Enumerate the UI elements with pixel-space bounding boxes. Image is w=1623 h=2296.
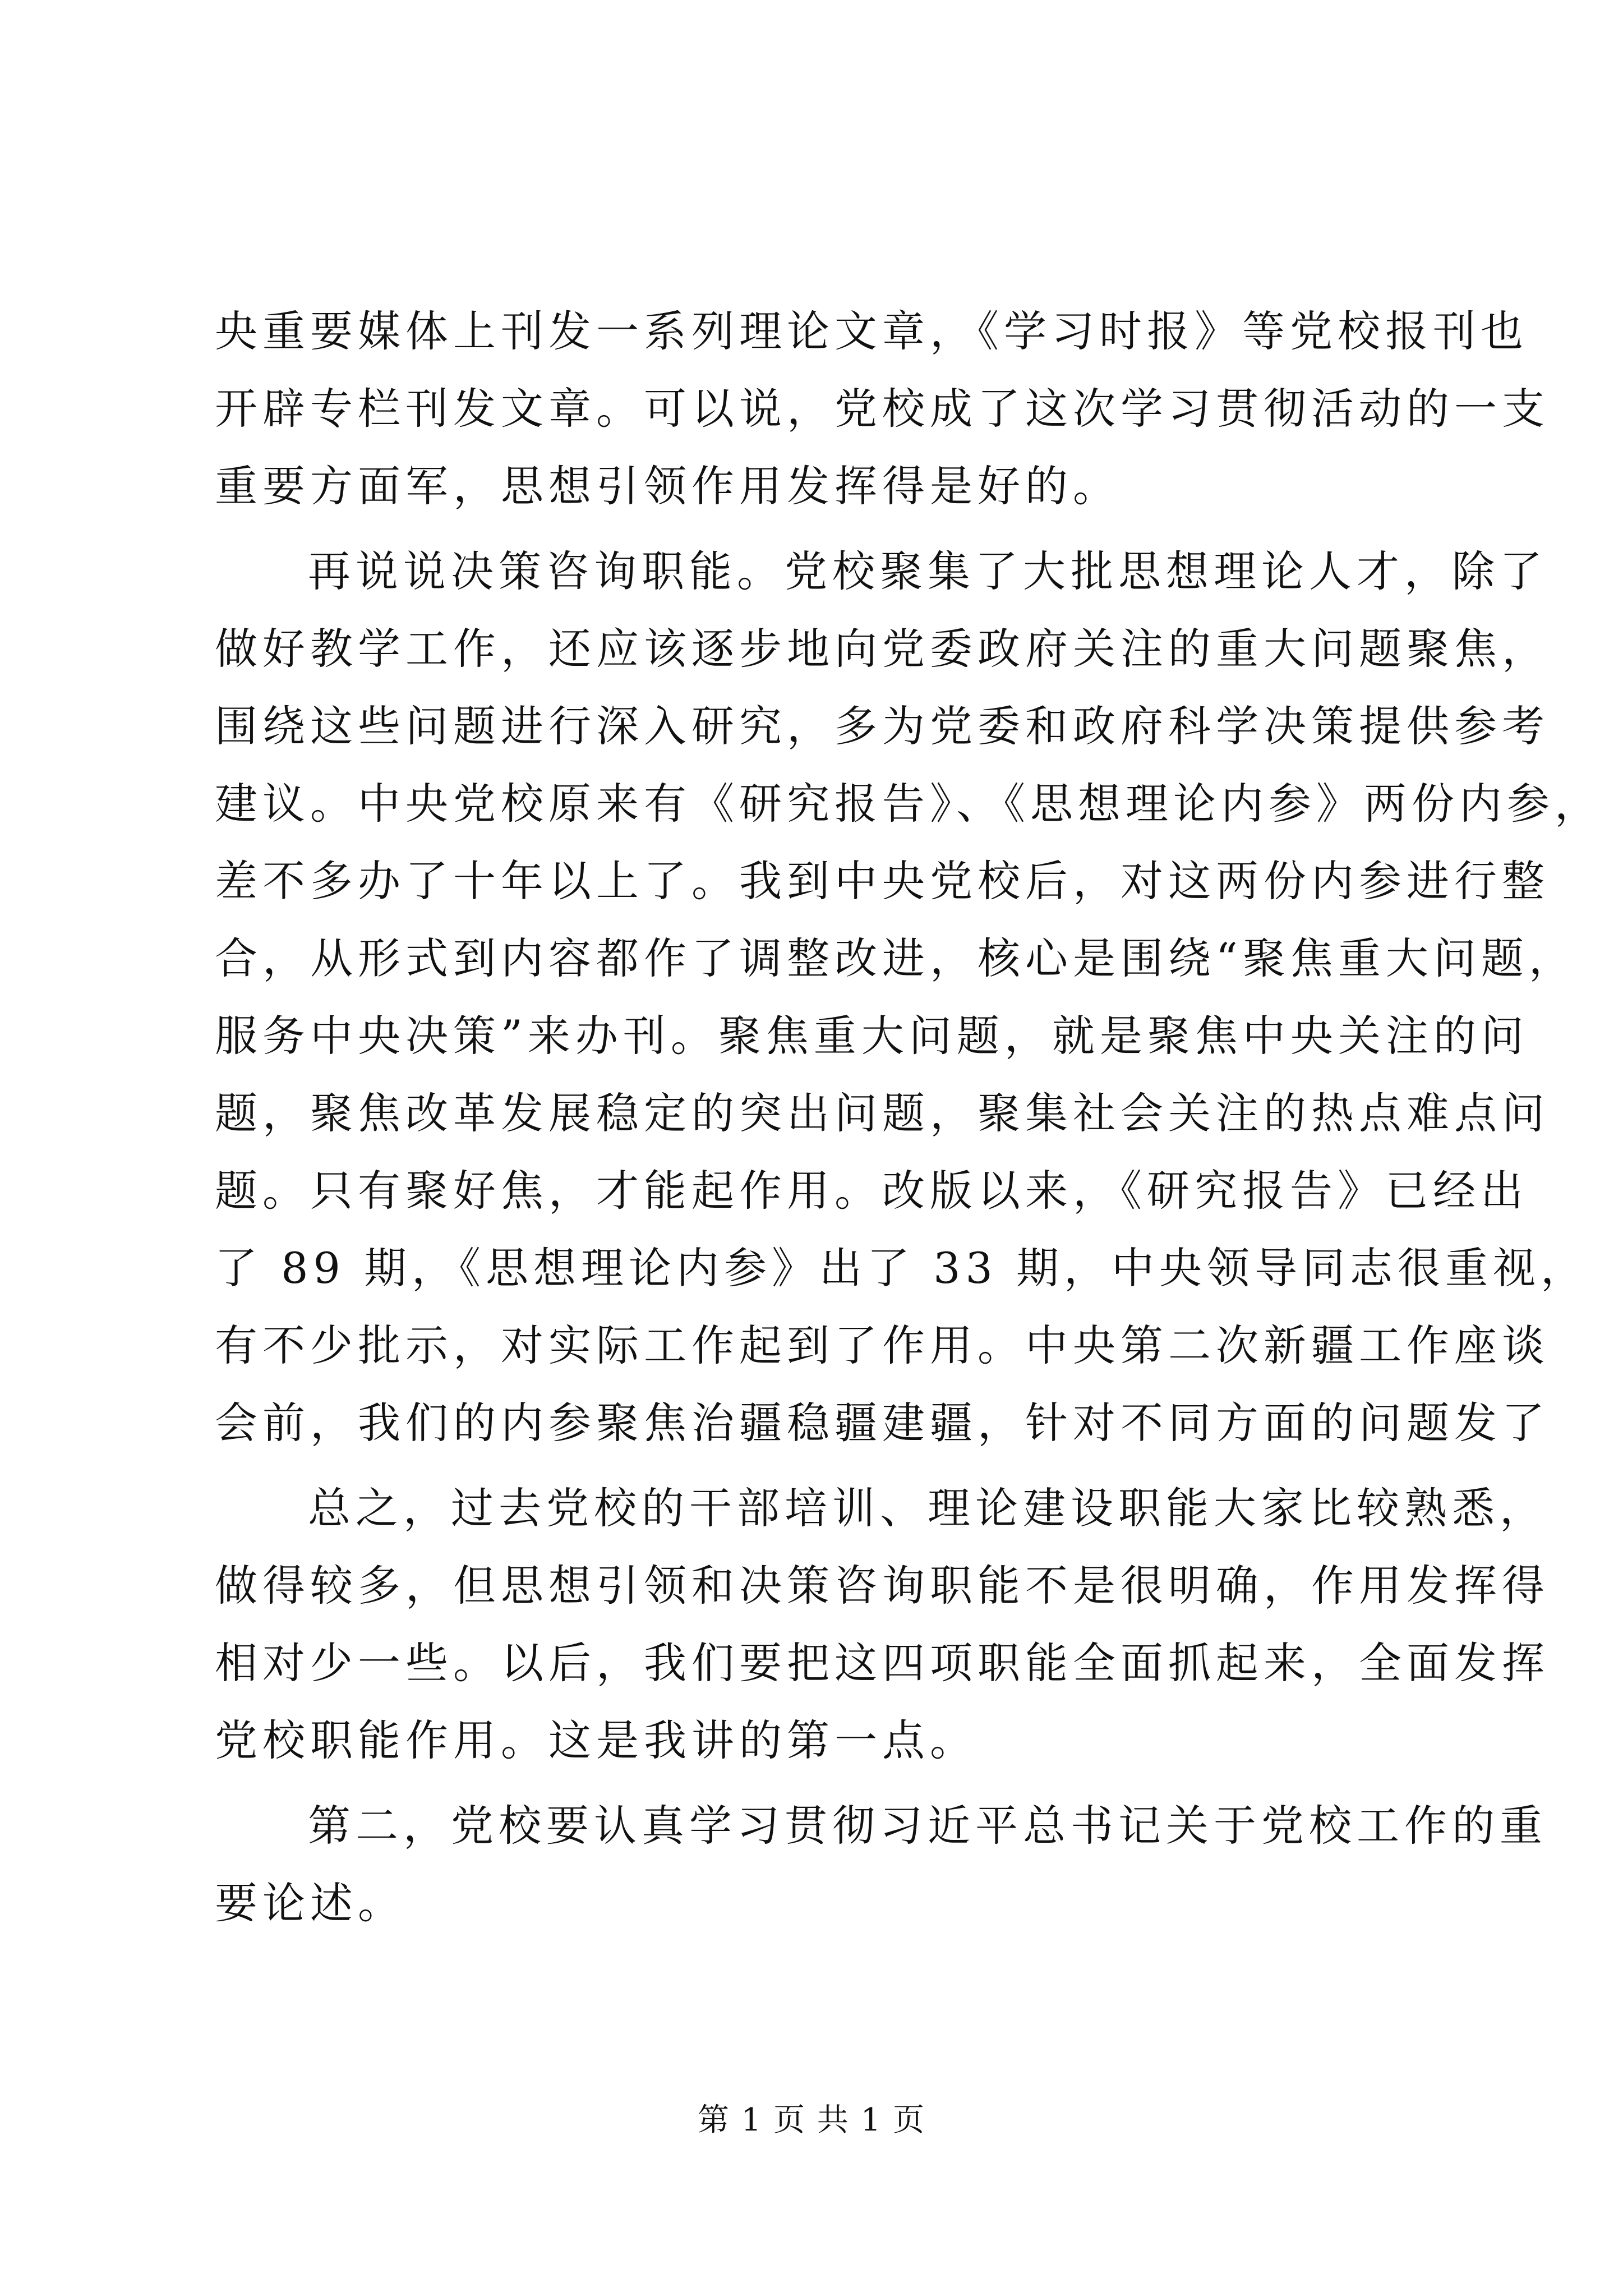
page-footer: 第 1 页 共 1 页 xyxy=(697,2102,926,2138)
text-line: 相对少一些。以后，我们要把这四项职能全面抓起来，全面发挥 xyxy=(215,1638,1550,1688)
text-line: 建议。中央党校原来有《研究报告》、《思想理论内参》两份内参， xyxy=(215,779,1602,829)
text-line: 差不多办了十年以上了。我到中央党校后，对这两份内参进行整 xyxy=(215,856,1550,906)
text-line: 央重要媒体上刊发一系列理论文章，《学习时报》等党校报刊也 xyxy=(215,306,1528,356)
text-line: 有不少批示，对实际工作起到了作用。中央第二次新疆工作座谈 xyxy=(215,1320,1550,1370)
text-line: 做好教学工作，还应该逐步地向党委政府关注的重大问题聚焦， xyxy=(215,624,1550,674)
text-line: 做得较多，但思想引领和决策咨询职能不是很明确，作用发挥得 xyxy=(215,1561,1550,1611)
paragraph-first-line: 第二，党校要认真学习贯彻习近平总书记关于党校工作的重 xyxy=(308,1801,1547,1851)
text-line: 会前，我们的内参聚焦治疆稳疆建疆，针对不同方面的问题发了 xyxy=(215,1398,1550,1448)
text-line: 服务中央决策”来办刊。聚焦重大问题，就是聚焦中央关注的问 xyxy=(215,1011,1529,1061)
paragraph-first-line: 再说说决策咨询职能。党校聚集了大批思想理论人才，除了 xyxy=(308,546,1547,596)
text-line: 合，从形式到内容都作了调整改进，核心是围绕“聚焦重大问题， xyxy=(215,933,1576,983)
text-line: 重要方面军，思想引领作用发挥得是好的。 xyxy=(215,461,1121,511)
document-body xyxy=(215,293,1602,1942)
text-line: 题，聚焦改革发展稳定的突出问题，聚集社会关注的热点难点问 xyxy=(215,1088,1550,1138)
text-line: 党校职能作用。这是我讲的第一点。 xyxy=(215,1715,978,1765)
text-line: 题。只有聚好焦，才能起作用。改版以来，《研究报告》已经出 xyxy=(215,1166,1528,1216)
text-line: 开辟专栏刊发文章。可以说，党校成了这次学习贯彻活动的一支 xyxy=(215,384,1550,434)
text-line: 要论述。 xyxy=(215,1878,405,1928)
text-line: 了 89 期，《思想理论内参》出了 33 期，中央领导同志很重视， xyxy=(215,1243,1589,1293)
text-line: 围绕这些问题进行深入研究，多为党委和政府科学决策提供参考 xyxy=(215,701,1550,751)
paragraph-first-line: 总之，过去党校的干部培训、理论建设职能大家比较熟悉， xyxy=(308,1483,1547,1533)
